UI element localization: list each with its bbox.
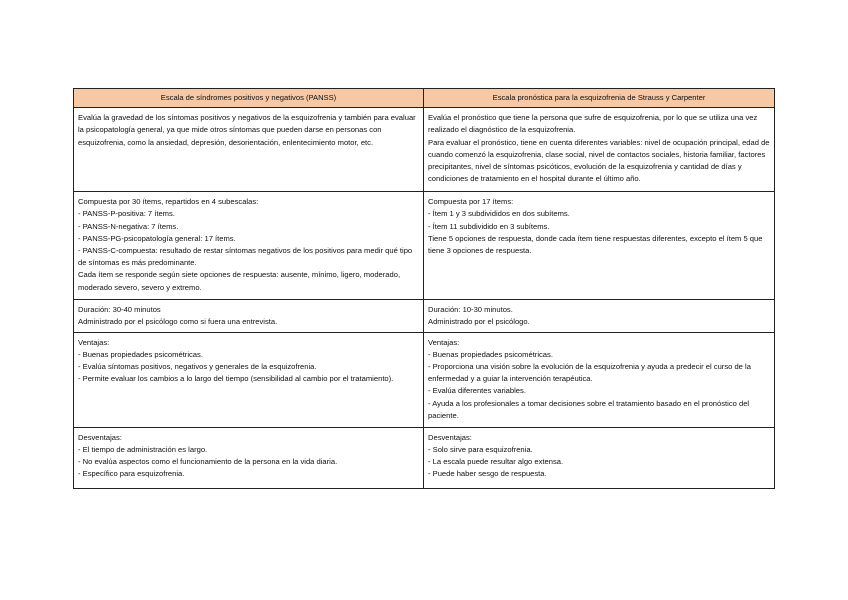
cell-strauss-structure <box>424 192 775 300</box>
cell-line: Tiene 5 opciones de respuesta, donde cada ítem tiene respuestas diferentes, excepto el ítem 5 que tiene 3 opciones de respuesta. <box>428 233 763 256</box>
cell-line: Administrado por el psicólogo. <box>428 317 530 327</box>
cell-line: - Específico para esquizofrenia. <box>78 469 185 479</box>
cell-line: Ventajas: <box>428 337 460 347</box>
cell-panss-structure <box>74 192 424 300</box>
cell-line: Administrado por el psicólogo como si fuera una entrevista. <box>78 317 278 327</box>
cell-line: - No evalúa aspectos como el funcionamiento de la persona en la vida diaria. <box>78 457 338 467</box>
header-panss: Escala de síndromes positivos y negativos (PANSS) <box>74 89 424 108</box>
cell-line: - Puede haber sesgo de respuesta. <box>428 469 547 479</box>
cell-panss-description <box>74 108 424 192</box>
row-structure <box>74 192 775 300</box>
cell-line: - Buenas propiedades psicométricas. <box>78 349 203 359</box>
cell-line: - Permite evaluar los cambios a lo largo del tiempo (sensibilidad al cambio por el tratamiento). <box>78 374 394 384</box>
row-advantages <box>74 332 775 427</box>
cell-line: Ventajas: <box>78 337 110 347</box>
cell-strauss-description <box>424 108 775 192</box>
cell-line: Duración: 10-30 minutos. <box>428 305 513 315</box>
cell-line: - El tiempo de administración es largo. <box>78 444 208 454</box>
cell-line: - Solo sirve para esquizofrenia. <box>428 444 533 454</box>
cell-line: Compuesta por 30 ítems, repartidos en 4 subescalas: <box>78 197 259 207</box>
cell-line: Desventajas: <box>428 432 472 442</box>
cell-line: - PANSS-C-compuesta: resultado de restar síntomas negativos de los positivos para medir qué tipo de síntomas es más predominante. <box>78 246 413 268</box>
cell-line: Para evaluar el pronóstico, tiene en cuenta diferentes variables: nivel de ocupación principal, edad de cuando comenzó la esquizofrenia, clase social, nivel de contactos sociales, historia familiar, factores precipitantes, nivel de síntomas psicóticos, evolución de la esquizofrenia y cantidad de días y condiciones de tratamiento en el hospital durante el último año. <box>428 137 770 184</box>
cell-panss-disadvantages <box>74 427 424 488</box>
cell-line: Cada ítem se responde según siete opciones de respuesta: ausente, mínimo, ligero, moderado, moderado severo, severo y extremo. <box>78 270 401 292</box>
cell-panss-duration <box>74 300 424 332</box>
cell-line: Compuesta por 17 ítems: <box>428 197 514 207</box>
cell-line: - Buenas propiedades psicométricas. <box>428 349 553 359</box>
cell-line: - Evalúa diferentes variables. <box>428 386 526 396</box>
cell-line: - PANSS-PG-psicopatología general: 17 ítems. <box>78 233 236 243</box>
cell-line: Evalúa la gravedad de los síntomas positivos y negativos de la esquizofrenia y también para evaluar la psicopatología general, ya que mide otros síntomas que pueden darse en personas con esquizofrenia, como la ansiedad, depresión, desorientación, enlentecimiento motor, etc. <box>78 113 416 147</box>
cell-line: - Evalúa síntomas positivos, negativos y generales de la esquizofrenia. <box>78 362 317 372</box>
cell-line: - PANSS-P-positiva: 7 ítems. <box>78 209 175 219</box>
cell-line: - La escala puede resultar algo extensa. <box>428 457 564 467</box>
cell-line: - Ayuda a los profesionales a tomar decisiones sobre el tratamiento basado en el pronóstico del paciente. <box>428 398 750 420</box>
cell-strauss-duration <box>424 300 775 332</box>
row-duration <box>74 300 775 332</box>
row-description <box>74 108 775 192</box>
cell-line: Evalúa el pronóstico que tiene la persona que sufre de esquizofrenia, por lo que se utiliza una vez realizado el diagnóstico de la esquizofrenia. <box>428 113 758 135</box>
header-row <box>74 89 775 108</box>
cell-strauss-disadvantages <box>424 427 775 488</box>
cell-panss-advantages <box>74 332 424 427</box>
cell-line: - Proporciona una visión sobre la evolución de la esquizofrenia y ayuda a predecir el curso de la enfermedad y a guiar la intervención terapéutica. <box>428 362 751 384</box>
cell-line: Desventajas: <box>78 432 122 442</box>
cell-strauss-advantages <box>424 332 775 427</box>
row-disadvantages <box>74 427 775 488</box>
header-strauss-carpenter: Escala pronóstica para la esquizofrenia de Strauss y Carpenter <box>424 89 775 108</box>
cell-line: - Ítem 11 subdividido en 3 subítems. <box>428 221 550 231</box>
cell-line: Duración: 30-40 minutos <box>78 305 161 315</box>
comparison-table <box>73 88 775 489</box>
cell-line: - Ítem 1 y 3 subdivididos en dos subítems. <box>428 209 570 219</box>
cell-line: - PANSS-N-negativa: 7 ítems. <box>78 221 179 231</box>
